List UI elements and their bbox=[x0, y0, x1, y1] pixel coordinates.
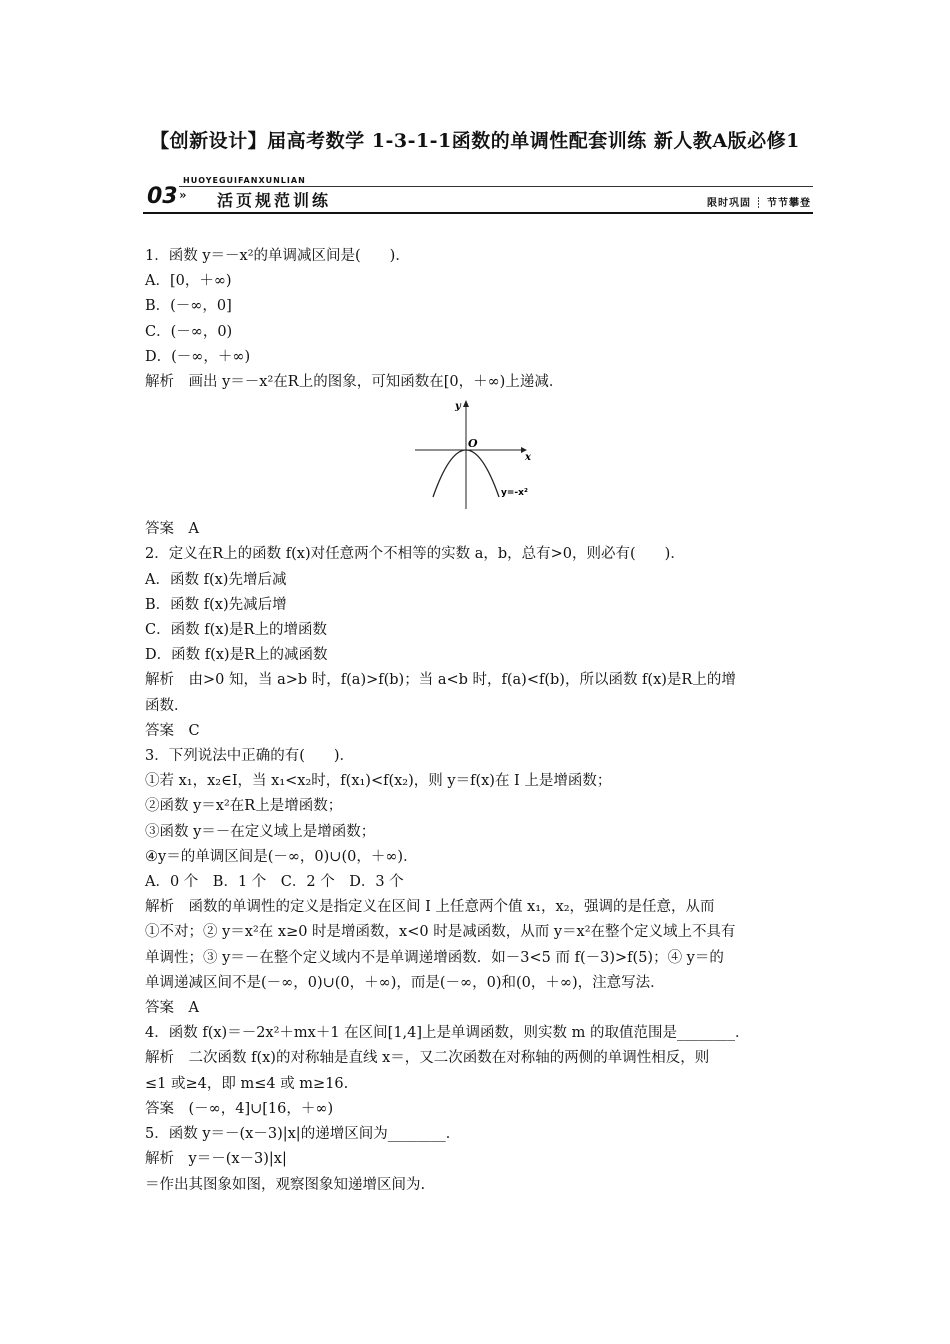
text-line: B．(－∞，0] bbox=[145, 298, 232, 315]
text-line: A．0 个 B．1 个 C．2 个 D．3 个 bbox=[145, 874, 404, 891]
banner-bottom-rule bbox=[143, 212, 813, 214]
y-axis-label: y bbox=[455, 401, 461, 413]
text-line: 2．定义在R上的函数 f(x)对任意两个不相等的实数 a，b，总有>0，则必有( )． bbox=[145, 546, 685, 563]
curve-label: y=-x² bbox=[501, 488, 528, 499]
banner-heading: 活页规范训练 bbox=[217, 191, 332, 210]
text-line: ①不对；② y＝x²在 x≥0 时是增函数，x<0 时是减函数，从而 y＝x²在整个定义域上不具有 bbox=[145, 924, 736, 941]
text-line: D．函数 f(x)是R上的减函数 bbox=[145, 647, 328, 664]
text-line: D．(－∞，＋∞) bbox=[145, 348, 251, 365]
double-chevron-icon: » bbox=[179, 188, 187, 202]
text-line: C．(－∞，0) bbox=[145, 323, 233, 340]
text-line: 答案 C bbox=[145, 722, 200, 739]
text-line: 函数． bbox=[145, 697, 189, 714]
parabola-graph bbox=[413, 397, 553, 513]
document-title: 【创新设计】届高考数学 1-3-1-1函数的单调性配套训练 新人教A版必修1 bbox=[150, 130, 800, 152]
text-line: ①若 x₁，x₂∈I，当 x₁<x₂时，f(x₁)<f(x₂)，则 y＝f(x)在 I 上是增函数； bbox=[145, 773, 612, 790]
banner-top-rule bbox=[179, 186, 813, 187]
text-line: 单调递减区间不是(－∞，0)∪(0，＋∞)，而是(－∞，0)和(0，＋∞)，注意写法． bbox=[145, 974, 665, 991]
text-line: 答案 A bbox=[145, 521, 199, 538]
banner-pinyin: HUOYEGUIFANXUNLIAN bbox=[183, 176, 306, 185]
text-line: 5．函数 y＝－(x－3)|x|的递增区间为________． bbox=[145, 1126, 461, 1143]
text-line: 3．下列说法中正确的有( )． bbox=[145, 748, 355, 765]
text-line: 解析 画出 y＝－x²在R上的图象，可知函数在[0，＋∞)上递减． bbox=[145, 374, 564, 391]
text-line: ②函数 y＝x²在R上是增函数； bbox=[145, 798, 343, 815]
text-line: 答案 A bbox=[145, 1000, 199, 1017]
problem-block-2 bbox=[145, 517, 809, 1197]
text-line: 解析 函数的单调性的定义是指定义在区间 I 上任意两个值 x₁，x₂，强调的是任意，从而 bbox=[145, 899, 715, 916]
text-line: 解析 y＝－(x－3)|x| bbox=[145, 1151, 287, 1168]
section-banner bbox=[143, 176, 813, 216]
text-line: 单调性；③ y＝－在整个定义域内不是单调递增函数．如－3<5 而 f(－3)>f(5)；④ y＝的 bbox=[145, 949, 724, 966]
text-line: A．函数 f(x)先增后减 bbox=[145, 571, 287, 588]
text-line: 解析 二次函数 f(x)的对称轴是直线 x＝，又二次函数在对称轴的两侧的单调性相反，则 bbox=[145, 1050, 710, 1067]
text-line: A．[0，＋∞) bbox=[145, 273, 232, 290]
banner-right-text: 限时巩固 ┊ 节节攀登 bbox=[707, 198, 811, 209]
text-line: ≤1 或≥4，即 m≤4 或 m≥16. bbox=[145, 1075, 349, 1092]
x-axis-label: x bbox=[525, 452, 531, 464]
text-line: 解析 由>0 知，当 a>b 时，f(a)>f(b)；当 a<b 时，f(a)<f(b)，所以函数 f(x)是R上的增 bbox=[145, 672, 736, 689]
parabola-figure bbox=[145, 395, 809, 517]
text-line: B．函数 f(x)先减后增 bbox=[145, 596, 287, 613]
text-line: ④y＝的单调区间是(－∞，0)∪(0，＋∞)． bbox=[145, 848, 418, 865]
text-line: 4．函数 f(x)＝－2x²＋mx＋1 在区间[1,4]上是单调函数，则实数 m 的取值范围是________． bbox=[145, 1025, 750, 1042]
banner-number: 03 bbox=[147, 184, 178, 209]
document-body bbox=[145, 244, 809, 1198]
origin-label: O bbox=[468, 437, 478, 451]
text-line: C．函数 f(x)是R上的增函数 bbox=[145, 622, 327, 639]
problem-block-1 bbox=[145, 244, 809, 395]
text-line: 1．函数 y＝－x²的单调减区间是( )． bbox=[145, 248, 410, 264]
text-line: ③函数 y＝－在定义域上是增函数； bbox=[145, 823, 376, 840]
text-line: ＝作出其图象如图，观察图象知递增区间为. bbox=[145, 1176, 426, 1193]
text-line: 答案 (－∞，4]∪[16，＋∞) bbox=[145, 1100, 334, 1117]
